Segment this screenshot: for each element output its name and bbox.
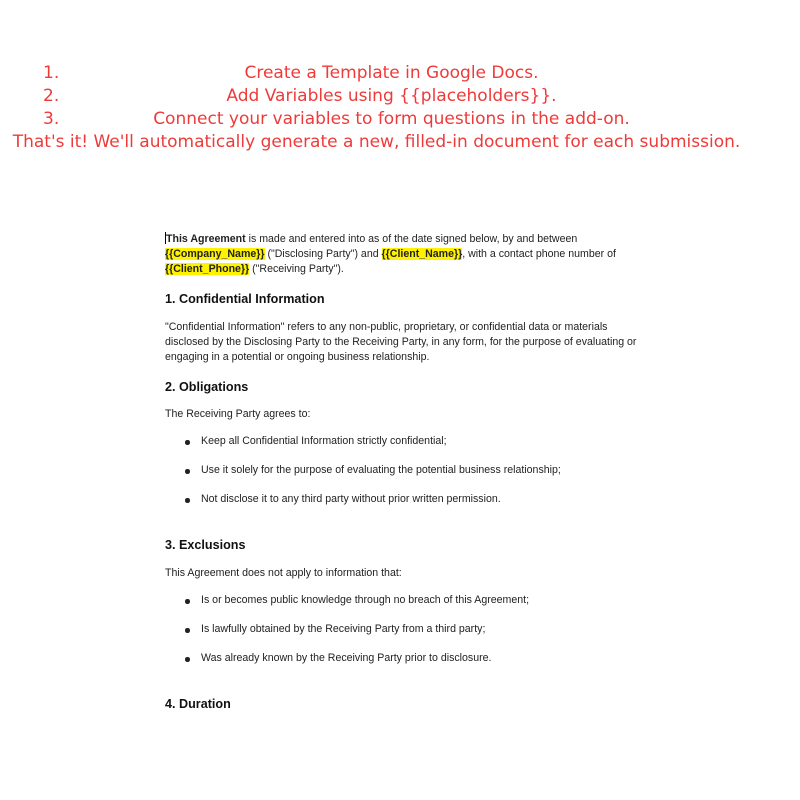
company-name-placeholder: {{Company_Name}} — [165, 248, 265, 260]
bullet-icon — [185, 657, 190, 662]
client-phone-placeholder: {{Client_Phone}} — [165, 263, 250, 275]
list-item-text: Is or becomes public knowledge through no breach of this Agreement; — [201, 594, 530, 606]
step-number: 1. — [43, 63, 60, 83]
list-item — [165, 463, 561, 492]
exclusions-list — [165, 593, 529, 680]
intro-text: is made and entered into as of the date signed below, by and between — [245, 233, 578, 245]
instructions-summary: That's it! We'll automatically generate a new, filled-in document for each submission. — [12, 132, 741, 152]
bullet-icon — [185, 498, 190, 503]
bullet-icon — [185, 440, 190, 445]
step-number: 3. — [43, 109, 60, 129]
intro-lead: This Agreement — [166, 233, 246, 245]
list-item-text: Not disclose it to any third party without prior written permission. — [201, 493, 501, 505]
document-page[interactable] — [165, 232, 655, 711]
instruction-step — [0, 108, 800, 131]
intro-text: ("Disclosing Party") and — [264, 248, 382, 260]
instruction-step — [0, 85, 800, 108]
section-body: "Confidential Information" refers to any non-public, proprietary, or confidential data or materials disclosed by the Disclosing Party to the Receiving Party, in any form, for the purpose of evaluating or engaging in a potential or ongoing business relationship. — [165, 321, 637, 363]
instructions — [0, 62, 800, 152]
list-item-text: Keep all Confidential Information strictly confidential; — [201, 435, 447, 447]
instruction-step — [0, 62, 800, 85]
step-text: Connect your variables to form questions in the add-on. — [153, 109, 630, 129]
bullet-icon — [185, 599, 190, 604]
client-name-placeholder: {{Client_Name}} — [381, 248, 463, 260]
list-item-text: Is lawfully obtained by the Receiving Party from a third party; — [201, 623, 486, 635]
list-item-text: Use it solely for the purpose of evaluating the potential business relationship; — [201, 464, 561, 476]
step-number: 2. — [43, 86, 60, 106]
list-item — [165, 593, 529, 622]
intro-paragraph — [165, 232, 655, 277]
list-item — [165, 651, 529, 680]
bullet-icon — [185, 628, 190, 633]
section-heading: 4. Duration — [165, 697, 231, 711]
list-item — [165, 622, 529, 651]
step-text: Create a Template in Google Docs. — [244, 63, 539, 83]
list-item — [165, 492, 561, 521]
obligations-list — [165, 434, 561, 521]
intro-text: ("Receiving Party"). — [249, 263, 344, 275]
section-body: This Agreement does not apply to information that: — [165, 567, 402, 579]
list-item-text: Was already known by the Receiving Party prior to disclosure. — [201, 652, 492, 664]
bullet-icon — [185, 469, 190, 474]
section-heading: 1. Confidential Information — [165, 292, 325, 306]
step-text: Add Variables using {{placeholders}}. — [226, 86, 557, 106]
section-heading: 2. Obligations — [165, 380, 249, 394]
intro-text: , with a contact phone number of — [462, 248, 616, 260]
list-item — [165, 434, 561, 463]
section-body: The Receiving Party agrees to: — [165, 408, 311, 420]
section-heading: 3. Exclusions — [165, 538, 246, 552]
